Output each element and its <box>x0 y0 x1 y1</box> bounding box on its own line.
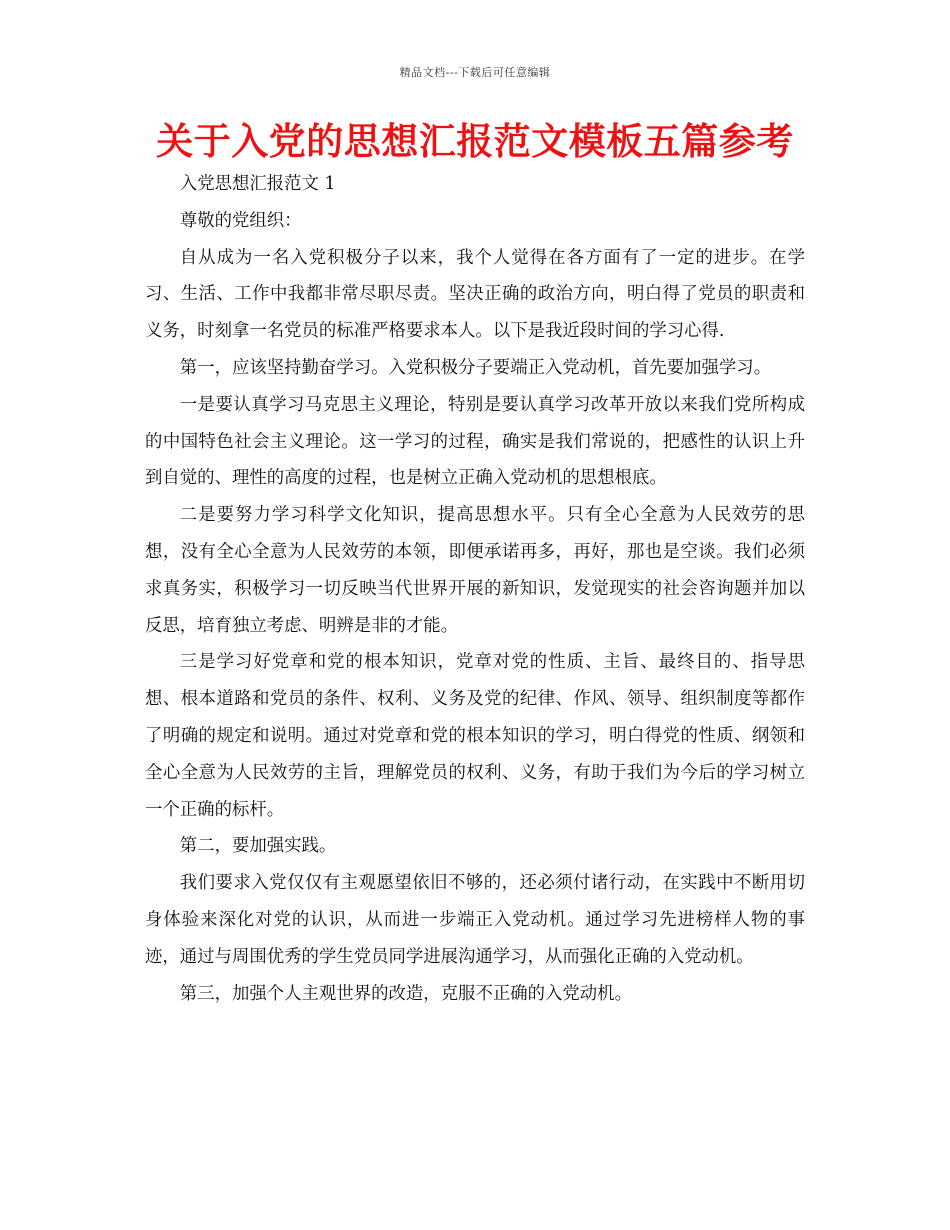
paragraph: 一是要认真学习马克思主义理论，特别是要认真学习改革开放以来我们党所构成的中国特色社会主义理论。这一学习的过程，确实是我们常说的，把感性的认识上升到自觉的、理性的高度的过程，也是树立正确入党动机的思想根底。 <box>145 394 805 489</box>
paragraph: 三是学习好党章和党的根本知识，党章对党的性质、主旨、最终目的、指导思想、根本道路和党员的条件、权利、义务及党的纪律、作风、领导、组织制度等都作了明确的规定和说明。通过对党章和党的根本知识的学习，明白得党的性质、纲领和全心全意为人民效劳的主旨，理解党员的权利、义务，有助于我们为今后的学习树立一个正确的标杆。 <box>145 652 805 820</box>
paragraph: 第三，加强个人主观世界的改造，克服不正确的入党动机。 <box>179 983 632 1004</box>
paragraph: 二是要努力学习科学文化知识，提高思想水平。只有全心全意为人民效劳的思想，没有全心全意为人民效劳的本领，即便承诺再多，再好，那也是空谈。我们必须求真务实，积极学习一切反映当代世界开展的新知识，发觉现实的社会咨询题并加以反思，培育独立考虑、明辨是非的才能。 <box>145 505 805 636</box>
header-note: 精品文档---下载后可任意编辑 <box>399 66 551 79</box>
section-heading: 入党思想汇报范文 1 <box>179 174 336 194</box>
document-title: 关于入党的思想汇报范文模板五篇参考 <box>156 120 794 163</box>
paragraph: 我们要求入党仅仅有主观愿望依旧不够的，还必须付诸行动，在实践中不断用切身体验来深化对党的认识，从而进一步端正入党动机。通过学习先进榜样人物的事迹，通过与周围优秀的学生党员同学进展沟通学习，从而强化正确的入党动机。 <box>145 873 805 967</box>
paragraph: 第二，要加强实践。 <box>179 836 337 857</box>
salutation: 尊敬的党组织： <box>179 210 302 231</box>
paragraph: 自从成为一名入党积极分子以来，我个人觉得在各方面有了一定的进步。在学习、生活、工作中我都非常尽职尽责。坚决正确的政治方向，明白得了党员的职责和义务，时刻拿一名党员的标准严格要求本人。以下是我近段时间的学习心得. <box>145 247 805 342</box>
document-body <box>145 166 805 1012</box>
paragraph: 第一，应该坚持勤奋学习。入党积极分子要端正入党动机，首先要加强学习。 <box>179 357 772 378</box>
